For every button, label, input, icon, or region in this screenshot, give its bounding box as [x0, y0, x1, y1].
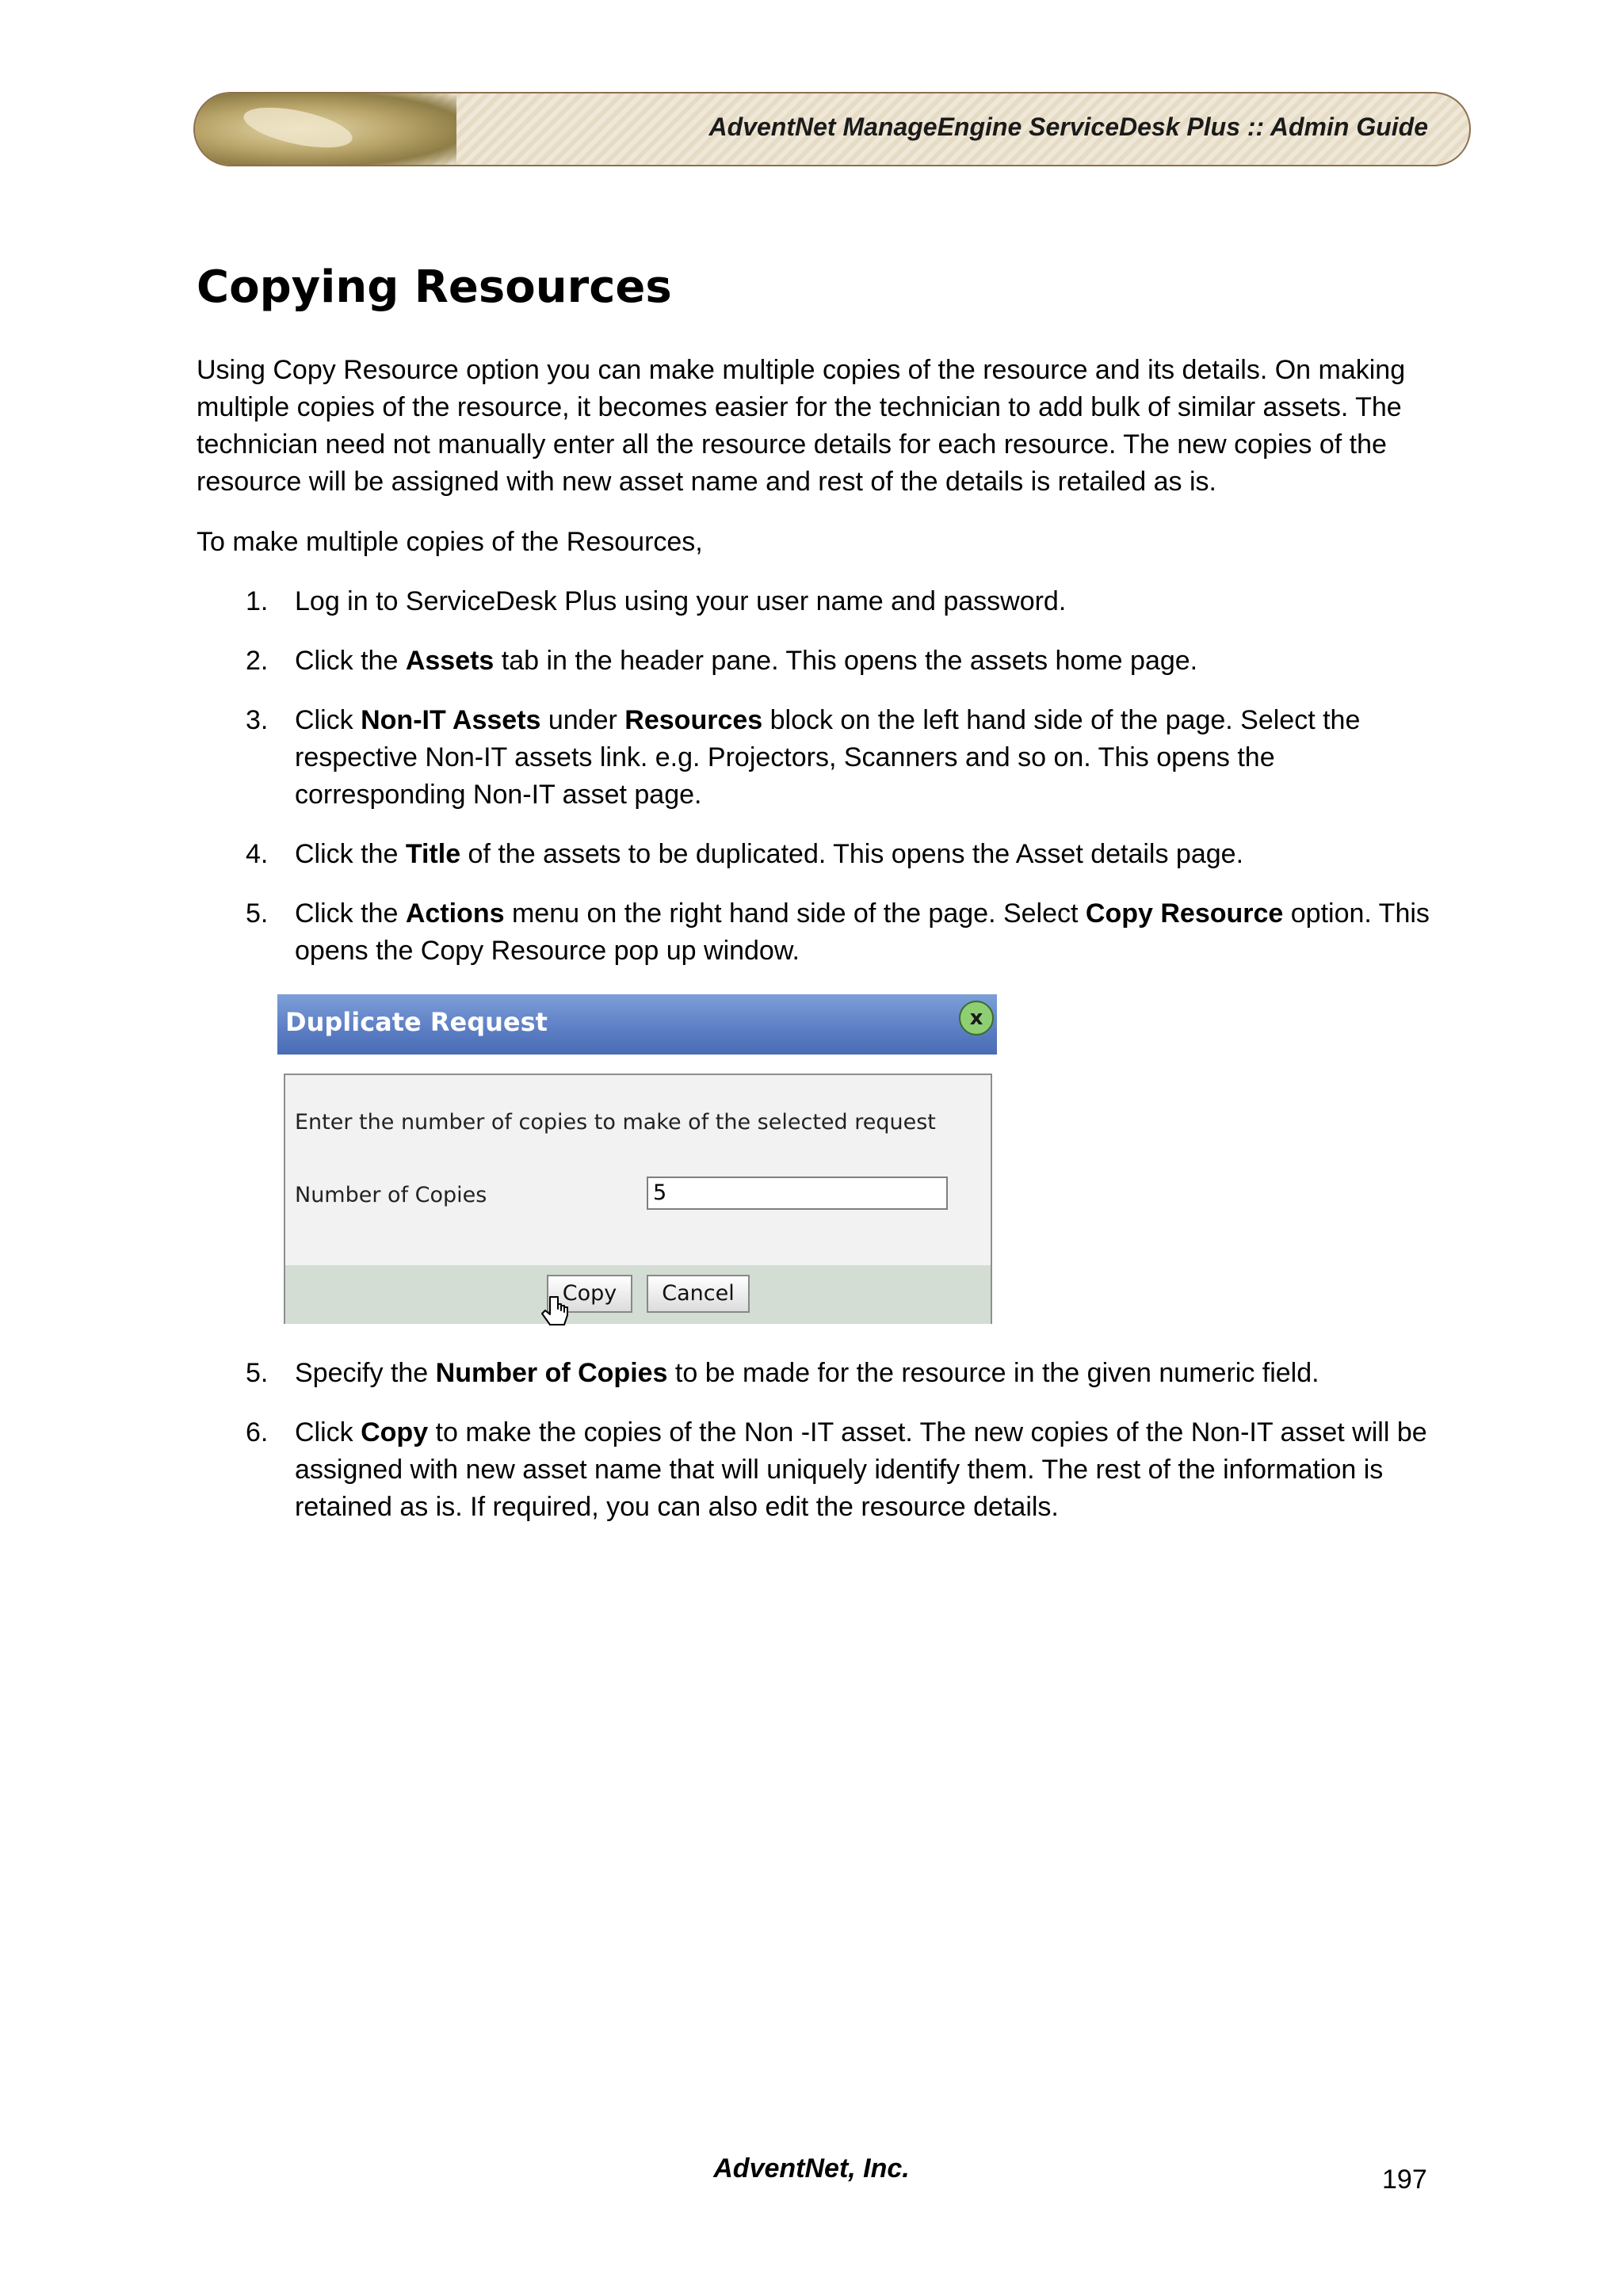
- copies-input[interactable]: 5: [647, 1177, 948, 1210]
- dialog-body: [284, 1074, 992, 1324]
- hand-cursor-icon: [540, 1295, 572, 1330]
- copies-label: Number of Copies: [295, 1183, 487, 1207]
- copy-button[interactable]: Copy: [547, 1275, 632, 1313]
- header-decoration: [195, 93, 456, 165]
- close-icon[interactable]: x: [959, 1001, 994, 1035]
- dialog-footer: [285, 1265, 991, 1324]
- header-title: AdventNet ManageEngine ServiceDesk Plus :: Admin Guide: [708, 113, 1428, 141]
- cancel-button[interactable]: Cancel: [647, 1275, 750, 1313]
- intro-paragraph: Using Copy Resource option you can make multiple copies of the resource and its details. On making multiple copies of the resource, it becomes easier for the technician to add bulk of similar assets. The technician need not manually enter all the resource details for each resource. The new copies of the resource will be assigned with new asset name and rest of the details is retailed as is.: [197, 355, 1406, 497]
- lead-paragraph: To make multiple copies of the Resources,: [197, 527, 703, 557]
- footer-company: AdventNet, Inc.: [713, 2153, 910, 2183]
- page-title: Copying Resources: [197, 261, 672, 313]
- dialog-instruction: Enter the number of copies to make of the selected request: [295, 1110, 936, 1135]
- page-number: 197: [1382, 2164, 1427, 2195]
- header-banner: [193, 92, 1471, 166]
- duplicate-request-dialog: [277, 994, 997, 1330]
- dialog-title: Duplicate Request: [285, 1007, 548, 1037]
- dialog-titlebar: [277, 994, 997, 1055]
